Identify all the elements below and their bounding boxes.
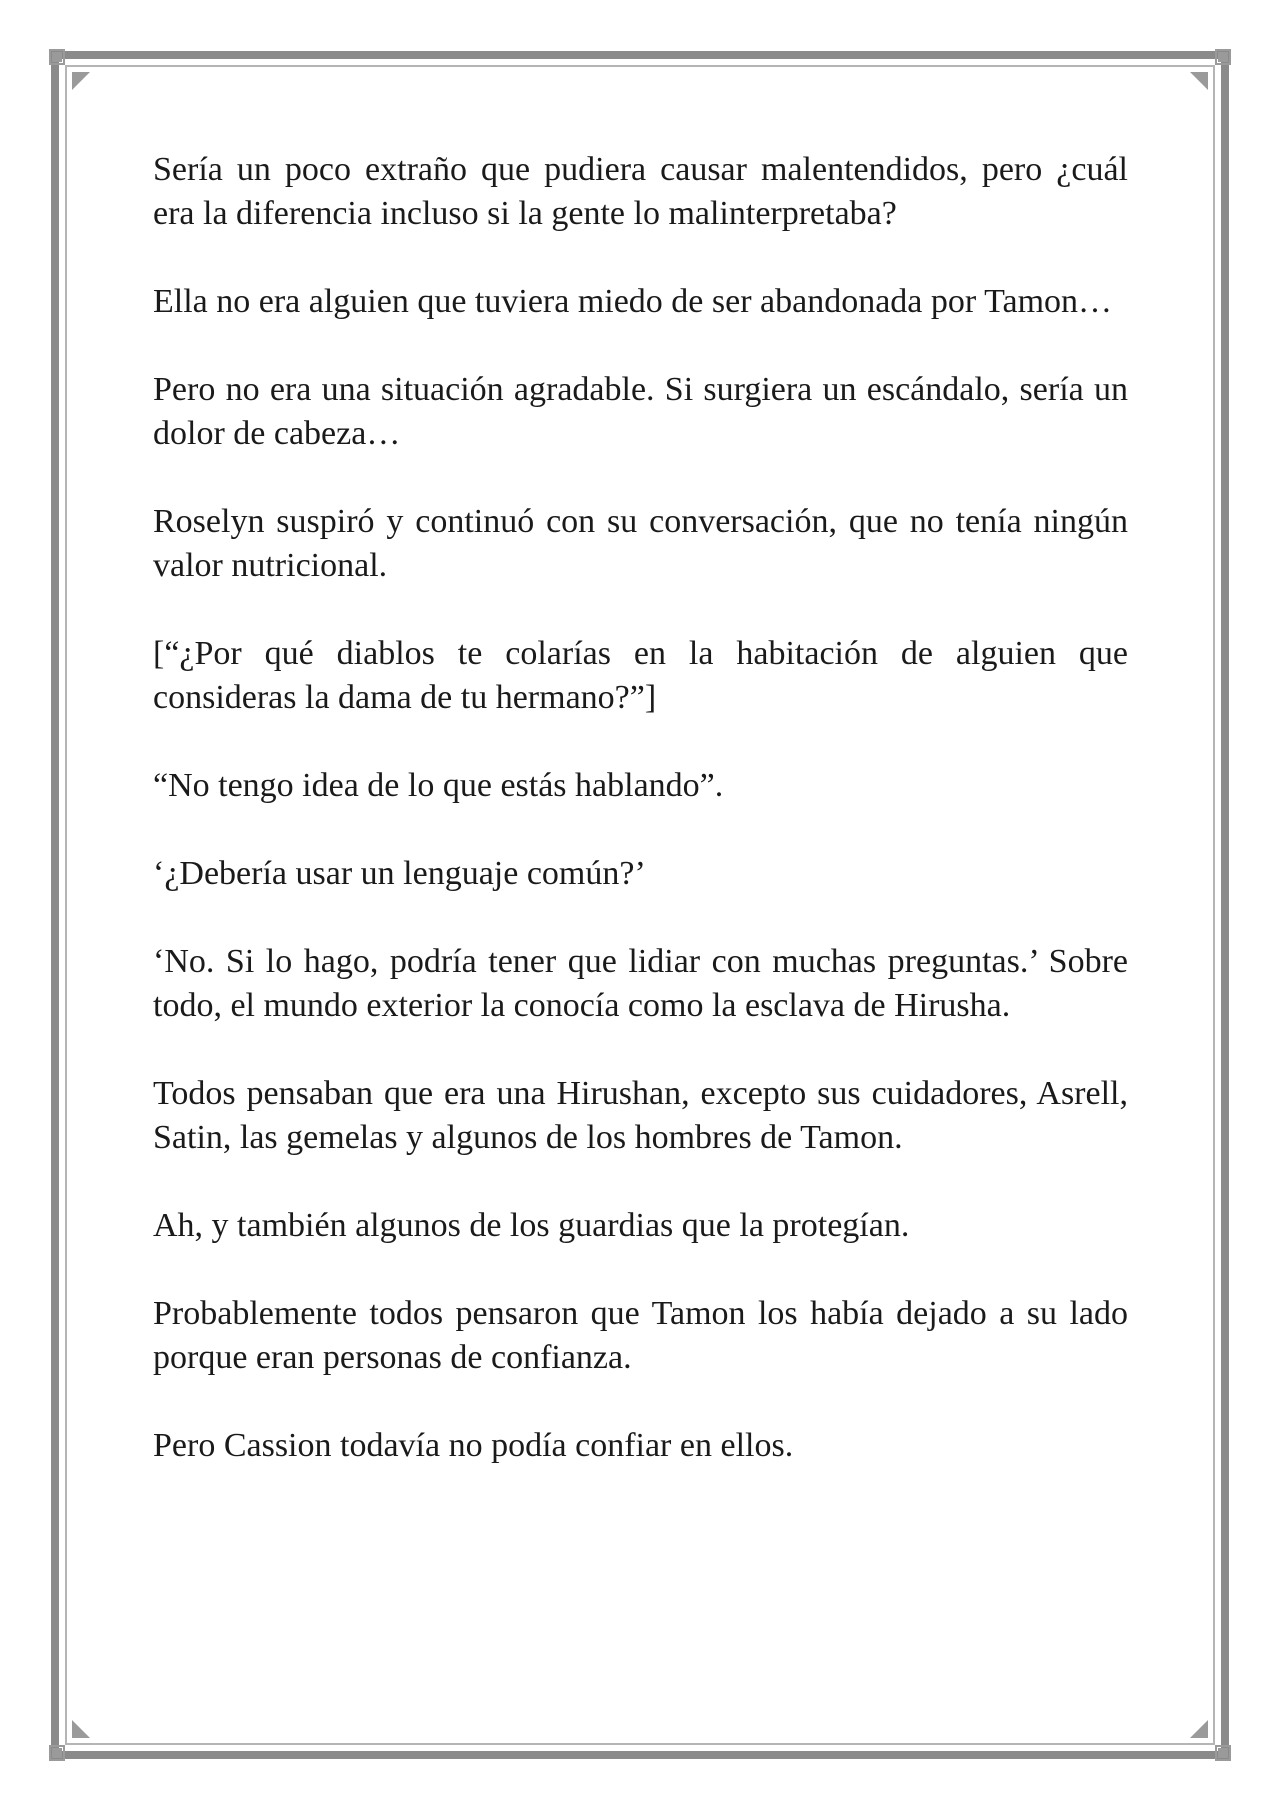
corner-ornament-bottom-left [50, 1746, 64, 1760]
paragraph-5: [“¿Por qué diablos te colarías en la habitación de alguien que consideras la dama de tu hermano?”] [153, 635, 1128, 716]
corner-triangle-bottom-right [1190, 1720, 1208, 1738]
paragraph-12: Pero Cassion todavía no podía confiar en ellos. [153, 1427, 794, 1464]
paragraph-4: Roselyn suspiró y continuó con su conversación, que no tenía ningún valor nutricional. [153, 503, 1128, 584]
corner-ornament-top-right [1216, 50, 1230, 64]
paragraph-10: Ah, y también algunos de los guardias que la protegían. [153, 1207, 910, 1244]
corner-triangle-bottom-left [72, 1720, 90, 1738]
corner-triangle-top-right [1190, 72, 1208, 90]
paragraph-8: ‘No. Si lo hago, podría tener que lidiar con muchas preguntas.’ Sobre todo, el mundo exterior la conocía como la esclava de Hirusha. [153, 943, 1128, 1024]
corner-ornament-bottom-right [1216, 1746, 1230, 1760]
paragraph-7: ‘¿Debería usar un lenguaje común?’ [153, 855, 646, 892]
corner-ornament-top-left [50, 50, 64, 64]
document-body [153, 148, 1128, 1468]
paragraph-9: Todos pensaban que era una Hirushan, excepto sus cuidadores, Asrell, Satin, las gemelas y algunos de los hombres de Tamon. [153, 1075, 1128, 1156]
paragraph-2: Ella no era alguien que tuviera miedo de ser abandonada por Tamon… [153, 283, 1113, 320]
paragraph-1: Sería un poco extraño que pudiera causar malentendidos, pero ¿cuál era la diferencia incluso si la gente lo malinterpretaba? [153, 151, 1128, 232]
paragraph-11: Probablemente todos pensaron que Tamon los había dejado a su lado porque eran personas de confianza. [153, 1295, 1128, 1376]
paragraph-6: “No tengo idea de lo que estás hablando”. [153, 767, 724, 804]
corner-triangle-top-left [72, 72, 90, 90]
paragraph-3: Pero no era una situación agradable. Si surgiera un escándalo, sería un dolor de cabeza… [153, 371, 1128, 452]
